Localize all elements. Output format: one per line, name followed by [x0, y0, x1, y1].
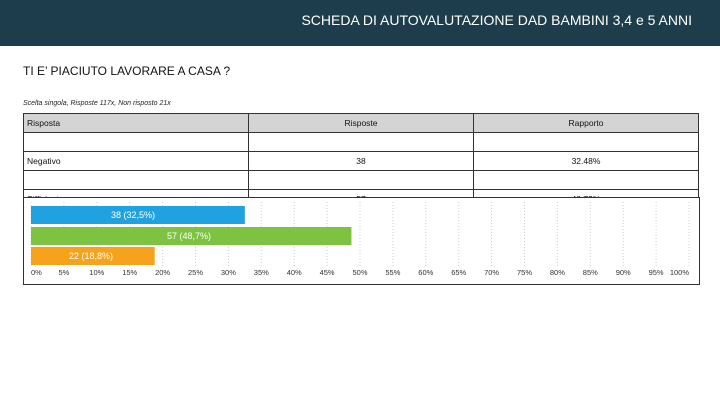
x-tick-label: 95% — [648, 268, 664, 277]
row-label: Negativo — [24, 152, 249, 171]
response-summary: Scelta singola, Risposte 117x, Non risposto 21x — [23, 100, 171, 107]
x-tick-label: 30% — [220, 268, 236, 277]
x-tick-label: 0% — [31, 268, 42, 277]
x-tick-label: 55% — [385, 268, 401, 277]
bar-chart-svg — [24, 198, 699, 284]
x-tick-label: 60% — [418, 268, 434, 277]
x-tick-label: 50% — [352, 268, 368, 277]
bar-label: 22 (18,8%) — [69, 251, 114, 261]
x-tick-label: 35% — [253, 268, 269, 277]
x-tick-label: 75% — [516, 268, 533, 277]
x-tick-label: 45% — [319, 268, 335, 277]
x-tick-label: 70% — [484, 268, 500, 277]
x-tick-label: 90% — [615, 268, 631, 277]
x-tick-label: 10% — [89, 268, 105, 277]
column-header-rapporto: Rapporto — [474, 114, 699, 133]
page-title: SCHEDA DI AUTOVALUTAZIONE DAD BAMBINI 3,4 e 5 ANNI — [301, 12, 692, 28]
x-tick-label: 40% — [286, 268, 302, 277]
x-tick-label: 100% — [669, 268, 689, 277]
table-header-row — [24, 114, 699, 133]
bar-label: 57 (48,7%) — [167, 231, 212, 241]
question-title: TI E’ PIACIUTO LAVORARE A CASA ? — [23, 64, 231, 78]
bar-label: 38 (32,5%) — [111, 210, 156, 220]
x-tick-label: 80% — [549, 268, 565, 277]
x-tick-label: 25% — [187, 268, 204, 277]
x-tick-label: 65% — [451, 268, 467, 277]
x-tick-label: 5% — [58, 268, 70, 277]
column-header-risposta: Risposta — [24, 114, 249, 133]
x-tick-label: 85% — [582, 268, 598, 277]
row-count: 38 — [249, 152, 474, 171]
x-tick-label: 20% — [155, 268, 171, 277]
header-bar — [0, 0, 720, 46]
bar-chart — [23, 197, 700, 285]
x-tick-label: 15% — [122, 268, 138, 277]
row-ratio: 32.48% — [474, 152, 699, 171]
table-row — [24, 152, 699, 171]
column-header-risposte: Risposte — [249, 114, 474, 133]
